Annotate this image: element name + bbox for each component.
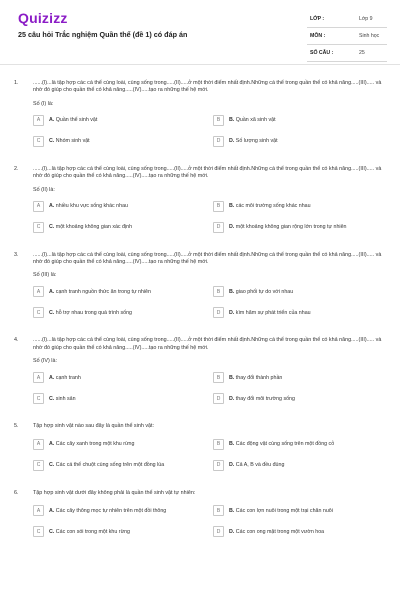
option-text: Các con sói trong một khu rừng (55, 528, 131, 535)
answer-options (33, 504, 393, 538)
meta-row-subject (307, 28, 387, 45)
question-text: ......(I)...là tập hợp các cá thể cùng loài, cùng sống trong.....(II).....ở một thời điểm nhất định.Những cá thể trong quần thể có khả năng.....(III)..... và nhờ đó giúp cho quần thể có khả năng.....(IV).....tạo ra những thế hệ mới. (33, 165, 382, 180)
option-text: nhiều khu vực sống khác nhau (55, 203, 128, 210)
question-number: 2. (14, 165, 19, 172)
option-letter-label: A (49, 203, 53, 210)
option-letter-box: C (33, 393, 44, 404)
option-text: giao phối tự do với nhau (235, 288, 294, 295)
meta-value: 25 (359, 50, 365, 56)
option-letter-label: C (49, 395, 53, 402)
option-text: Cả A, B và đều đúng (235, 462, 285, 469)
option-letter-label: D (229, 224, 233, 231)
option-letter-label: C (49, 138, 53, 145)
question-number: 3. (14, 251, 19, 258)
answer-option-c[interactable]: C C. Nhóm sinh vật (33, 135, 213, 148)
question-text: ......(I)...là tập hợp các cá thể cùng loài, cùng sống trong.....(II).....ở một thời điểm nhất định.Những cá thể trong quần thể có khả năng.....(III)..... và nhờ đó giúp cho quần thể có khả năng.....(IV).....tạo ra những thế hệ mới. (33, 80, 382, 94)
question-text: ......(I)...là tập hợp các cá thể cùng loài, cùng sống trong.....(II).....ở một thời điểm nhất định.Những cá thể trong quần thể có khả năng.....(III)..... và nhờ đó giúp cho quần thể có khả năng.....(IV).....tạo ra những thế hệ mới. (33, 337, 382, 351)
answer-option-a[interactable]: A A. nhiều khu vực sống khác nhau (33, 200, 213, 213)
option-text: Quần xã sinh vật (235, 117, 276, 124)
meta-value: Sinh học (359, 33, 380, 39)
answer-options (33, 200, 393, 234)
answer-option-b[interactable]: B B. giao phối tự do với nhau (213, 285, 393, 298)
option-letter-box: D (213, 393, 224, 404)
option-text: Các động vật cùng sống trên một đồng cỏ (235, 441, 335, 448)
option-letter-box: B (213, 439, 224, 450)
option-letter-box: A (33, 286, 44, 297)
option-letter-box: B (213, 286, 224, 297)
question-text: Tập hợp sinh vật nào sau đây là quần thể sinh vật: (33, 423, 155, 430)
option-letter-box: D (213, 222, 224, 233)
answer-option-d[interactable]: D D. một khoảng không gian rộng lớn trong tự nhiên (213, 221, 393, 234)
option-text: Quần thể sinh vật (55, 117, 98, 124)
option-text: Các con lợn nuôi trong một trại chăn nuôi (235, 507, 333, 514)
option-text: Các con ong mật trong một vườn hoa (235, 528, 325, 535)
option-letter-label: A (49, 117, 53, 124)
option-letter-label: B (229, 203, 233, 210)
question-3 (0, 246, 400, 320)
answer-option-d[interactable]: D D. Số lượng sinh vật (213, 135, 393, 148)
answer-option-b[interactable]: B B. Các động vật cùng sống trên một đồng cỏ (213, 438, 393, 451)
answer-option-c[interactable]: C C. sinh sản (33, 392, 213, 405)
option-text: Các cá thể chuột cùng sống trên một đồng lúa (55, 462, 165, 469)
meta-key: SỐ CÂU : (310, 50, 334, 56)
answer-option-d[interactable]: D D. Cả A, B và đều đúng (213, 459, 393, 472)
option-text: một khoảng không gian rộng lớn trong tự nhiên (235, 224, 347, 231)
option-letter-box: A (33, 115, 44, 126)
option-letter-label: D (229, 138, 233, 145)
option-text: kìm hãm sự phát triển của nhau (235, 309, 311, 316)
option-text: Số lượng sinh vật (235, 138, 278, 145)
option-letter-box: C (33, 136, 44, 147)
header-divider (0, 64, 400, 65)
question-prompt: Số (II) là: (33, 186, 55, 193)
question-prompt: Số (IV) là: (33, 358, 57, 365)
option-letter-label: C (49, 462, 53, 469)
option-letter-box: B (213, 372, 224, 383)
option-letter-label: A (49, 288, 53, 295)
question-prompt: Số (III) là: (33, 272, 57, 279)
option-letter-label: A (49, 441, 53, 448)
option-letter-label: C (49, 224, 53, 231)
quizizz-logo: Quizizz (18, 10, 68, 26)
meta-value: Lớp 9 (359, 16, 373, 22)
answer-option-d[interactable]: D D. Các con ong mật trong một vườn hoa (213, 525, 393, 538)
question-prompt: Số (I) là: (33, 100, 54, 107)
answer-options (33, 371, 393, 405)
meta-info-table (307, 11, 387, 62)
question-6 (0, 484, 400, 538)
question-1 (0, 74, 400, 148)
option-letter-box: D (213, 526, 224, 537)
question-text: Tập hợp sinh vật dưới đây không phải là quần thể sinh vật tự nhiên: (33, 489, 196, 496)
option-letter-box: D (213, 307, 224, 318)
option-letter-box: B (213, 201, 224, 212)
meta-row-class (307, 11, 387, 28)
question-2 (0, 160, 400, 234)
option-letter-label: B (229, 374, 233, 381)
answer-option-d[interactable]: D D. thay đổi môi trường sống (213, 392, 393, 405)
option-letter-box: A (33, 372, 44, 383)
option-letter-label: B (229, 441, 233, 448)
answer-option-b[interactable]: B B. Các con lợn nuôi trong một trại chăn nuôi (213, 504, 393, 517)
answer-option-b[interactable]: B B. Quần xã sinh vật (213, 114, 393, 127)
question-number: 1. (14, 80, 19, 86)
option-text: các môi trường sống khác nhau (235, 203, 311, 210)
answer-option-c[interactable]: C C. Các cá thể chuột cùng sống trên một đồng lúa (33, 459, 213, 472)
meta-key: LỚP : (310, 16, 325, 22)
option-text: một khoảng không gian xác định (55, 224, 133, 231)
answer-option-d[interactable]: D D. kìm hãm sự phát triển của nhau (213, 306, 393, 319)
answer-options (33, 438, 393, 472)
answer-option-c[interactable]: C C. Các con sói trong một khu rừng (33, 525, 213, 538)
option-text: cạnh tranh (55, 374, 81, 381)
question-4 (0, 331, 400, 405)
option-letter-box: A (33, 505, 44, 516)
answer-option-c[interactable]: C C. một khoảng không gian xác định (33, 221, 213, 234)
option-letter-box: C (33, 307, 44, 318)
question-5 (0, 417, 400, 471)
option-letter-label: D (229, 395, 233, 402)
option-letter-label: D (229, 528, 233, 535)
option-letter-label: D (229, 462, 233, 469)
option-letter-label: D (229, 309, 233, 316)
option-text: Các cây thông mọc tự nhiên trên một đồi thông (55, 507, 167, 514)
option-letter-label: B (229, 117, 233, 124)
answer-option-a[interactable]: A A. cạnh tranh nguồn thức ăn trong tự nhiên (33, 285, 213, 298)
option-letter-box: C (33, 460, 44, 471)
option-letter-box: C (33, 526, 44, 537)
document-title: 25 câu hỏi Trắc nghiệm Quần thể (đề 1) có đáp án (18, 30, 188, 39)
answer-option-a[interactable]: A A. Các cây xanh trong một khu rừng (33, 438, 213, 451)
answer-option-c[interactable]: C C. hỗ trợ nhau trong quá trình sống (33, 306, 213, 319)
option-letter-label: B (229, 507, 233, 514)
question-number: 6. (14, 489, 19, 496)
option-letter-label: A (49, 507, 53, 514)
answer-option-a[interactable]: A A. cạnh tranh (33, 371, 213, 384)
question-number: 4. (14, 337, 19, 344)
option-text: Nhóm sinh vật (55, 138, 90, 145)
option-letter-box: B (213, 115, 224, 126)
answer-options (33, 114, 393, 148)
meta-row-question-count (307, 45, 387, 62)
option-letter-label: A (49, 374, 53, 381)
option-letter-box: D (213, 136, 224, 147)
question-list (0, 74, 400, 550)
option-text: sinh sản (55, 395, 76, 402)
option-letter-box: B (213, 505, 224, 516)
question-text: ......(I)...là tập hợp các cá thể cùng loài, cùng sống trong.....(II).....ở một thời điểm nhất định.Những cá thể trong quần thể có khả năng.....(III)..... và nhờ đó giúp cho quần thể có khả năng.....(IV).....tạo ra những thế hệ mới. (33, 251, 382, 266)
answer-option-b[interactable]: B B. thay đổi thành phần (213, 371, 393, 384)
answer-option-a[interactable]: A A. Các cây thông mọc tự nhiên trên một đồi thông (33, 504, 213, 517)
option-letter-box: A (33, 439, 44, 450)
option-text: Các cây xanh trong một khu rừng (55, 441, 135, 448)
option-letter-box: C (33, 222, 44, 233)
meta-key: MÔN : (310, 33, 326, 39)
option-text: cạnh tranh nguồn thức ăn trong tự nhiên (55, 288, 151, 295)
option-letter-label: B (229, 288, 233, 295)
answer-option-a[interactable]: A A. Quần thể sinh vật (33, 114, 213, 127)
option-text: thay đổi môi trường sống (235, 395, 295, 402)
answer-options (33, 285, 393, 319)
option-letter-label: C (49, 528, 53, 535)
question-number: 5. (14, 423, 19, 430)
option-text: thay đổi thành phần (235, 374, 283, 381)
option-letter-box: D (213, 460, 224, 471)
option-letter-label: C (49, 309, 53, 316)
answer-option-b[interactable]: B B. các môi trường sống khác nhau (213, 200, 393, 213)
option-letter-box: A (33, 201, 44, 212)
option-text: hỗ trợ nhau trong quá trình sống (55, 309, 133, 316)
